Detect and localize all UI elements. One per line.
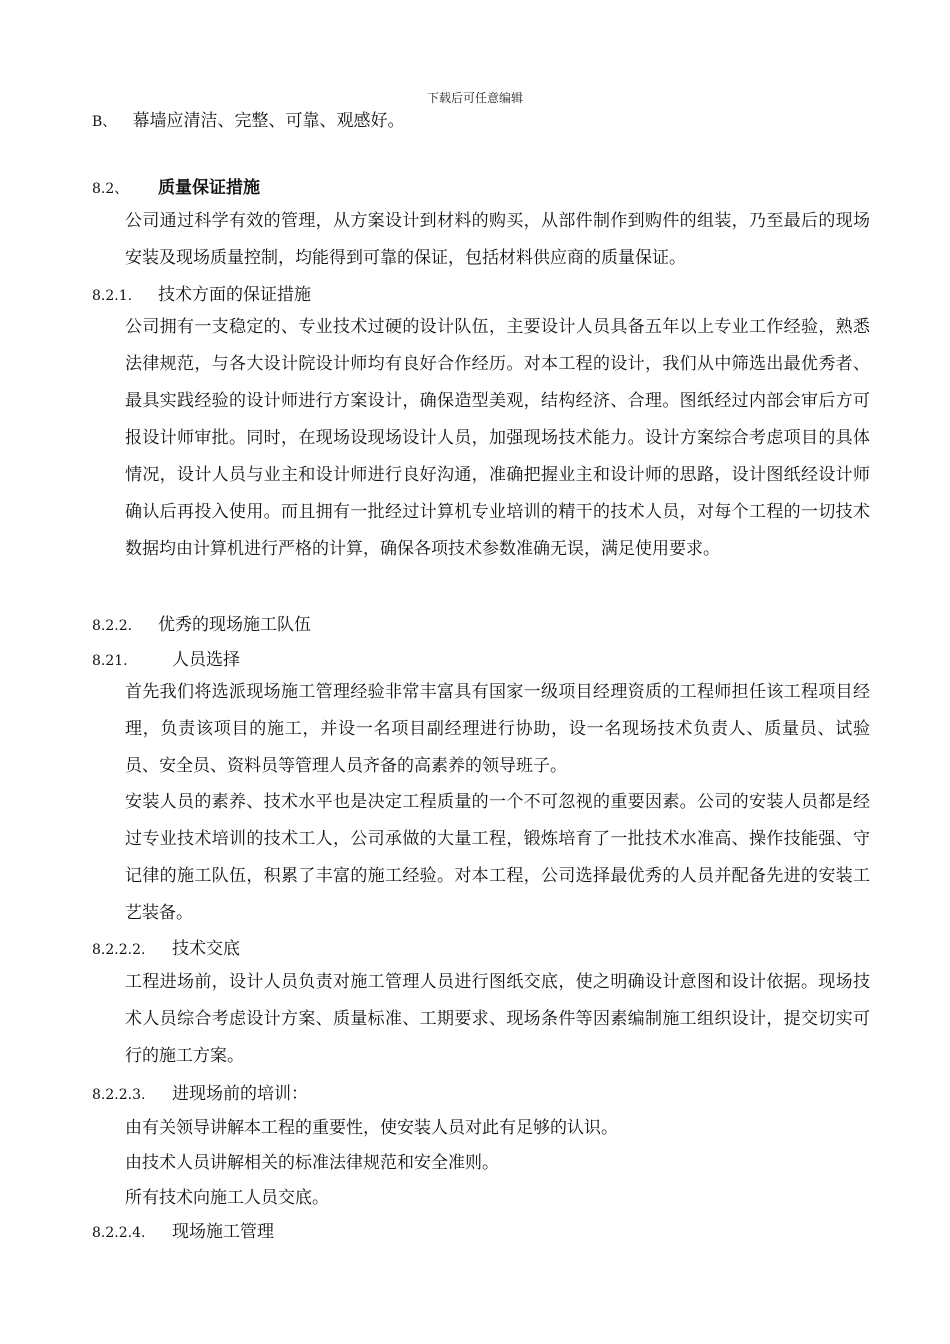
- section-8-2-2-1-heading: [92, 649, 240, 672]
- item-b: [92, 110, 405, 133]
- section-title: 人员选择: [172, 650, 240, 670]
- section-number: 8.2.2.2.: [92, 942, 146, 958]
- section-8-2-2-2-body: 工程进场前，设计人员负责对施工管理人员进行图纸交底，使之明确设计意图和设计依据。现场技术人员综合考虑设计方案、质量标准、工期要求、现场条件等因素编制施工组织设计，提交切实可行的施工方案。: [125, 972, 870, 1066]
- section-number: 8.2.2.3.: [92, 1087, 146, 1103]
- section-number: 8.2.2.: [92, 618, 133, 634]
- section-title: 进现场前的培训：: [172, 1084, 308, 1104]
- section-title: 技术方面的保证措施: [158, 285, 311, 305]
- section-8-2-heading: [92, 177, 260, 200]
- section-number: 8.2.2.4.: [92, 1225, 146, 1241]
- item-b-text: 幕墙应清洁、完整、可靠、观感好。: [132, 111, 405, 131]
- page-header: 下载后可任意编辑: [426, 91, 523, 105]
- section-8-2-2-1-body-2: 安装人员的素养、技术水平也是决定工程质量的一个不可忽视的重要因素。公司的安装人员都是经过专业技术培训的技术工人，公司承做的大量工程，锻炼培育了一批技术水准高、操作技能强、守记律的施工队伍，积累了丰富的施工经验。对本工程，公司选择最优秀的人员并配备先进的安装工艺装备。: [125, 792, 870, 923]
- section-title: 优秀的现场施工队伍: [158, 615, 311, 635]
- section-title: 现场施工管理: [172, 1222, 274, 1242]
- section-number: 8.2、: [92, 181, 129, 197]
- section-8-2-2-heading: [92, 614, 311, 637]
- section-8-2-1-body: 公司拥有一支稳定的、专业技术过硬的设计队伍，主要设计人员具备五年以上专业工作经验，熟悉法律规范，与各大设计院设计师均有良好合作经历。对本工程的设计，我们从中筛选出最优秀者、最具实践经验的设计师进行方案设计，确保造型美观，结构经济、合理。图纸经过内部会审后方可报设计师审批。同时，在现场设现场设计人员，加强现场技术能力。设计方案综合考虑项目的具体情况，设计人员与业主和设计师进行良好沟通，准确把握业主和设计师的思路，设计图纸经设计师确认后再投入使用。而且拥有一批经过计算机专业培训的精干的技术人员，对每个工程的一切技术数据均由计算机进行严格的计算，确保各项技术参数准确无误，满足使用要求。: [125, 317, 870, 559]
- training-item: 所有技术向施工人员交底。: [125, 1188, 329, 1208]
- section-8-2-1-heading: [92, 284, 311, 307]
- item-b-label: B、: [92, 114, 117, 130]
- section-title: 技术交底: [172, 939, 240, 959]
- training-item: 由技术人员讲解相关的标准法律规范和安全准则。: [125, 1153, 499, 1173]
- section-number: 8.21.: [92, 653, 128, 669]
- section-number: 8.2.1.: [92, 288, 133, 304]
- section-8-2-2-4-heading: [92, 1221, 274, 1244]
- section-8-2-2-3-heading: [92, 1083, 308, 1106]
- section-8-2-2-2-heading: [92, 938, 240, 961]
- section-8-2-body: 公司通过科学有效的管理，从方案设计到材料的购买，从部件制作到购件的组装，乃至最后的现场安装及现场质量控制，均能得到可靠的保证，包括材料供应商的质量保证。: [125, 211, 870, 268]
- training-item: 由有关领导讲解本工程的重要性，使安装人员对此有足够的认识。: [125, 1118, 618, 1138]
- section-8-2-2-1-body-1: 首先我们将选派现场施工管理经验非常丰富具有国家一级项目经理资质的工程师担任该工程项目经理，负责该项目的施工，并设一名项目副经理进行协助，设一名现场技术负责人、质量员、试验员、安全员、资料员等管理人员齐备的高素养的领导班子。: [125, 682, 870, 776]
- section-title: 质量保证措施: [158, 178, 260, 198]
